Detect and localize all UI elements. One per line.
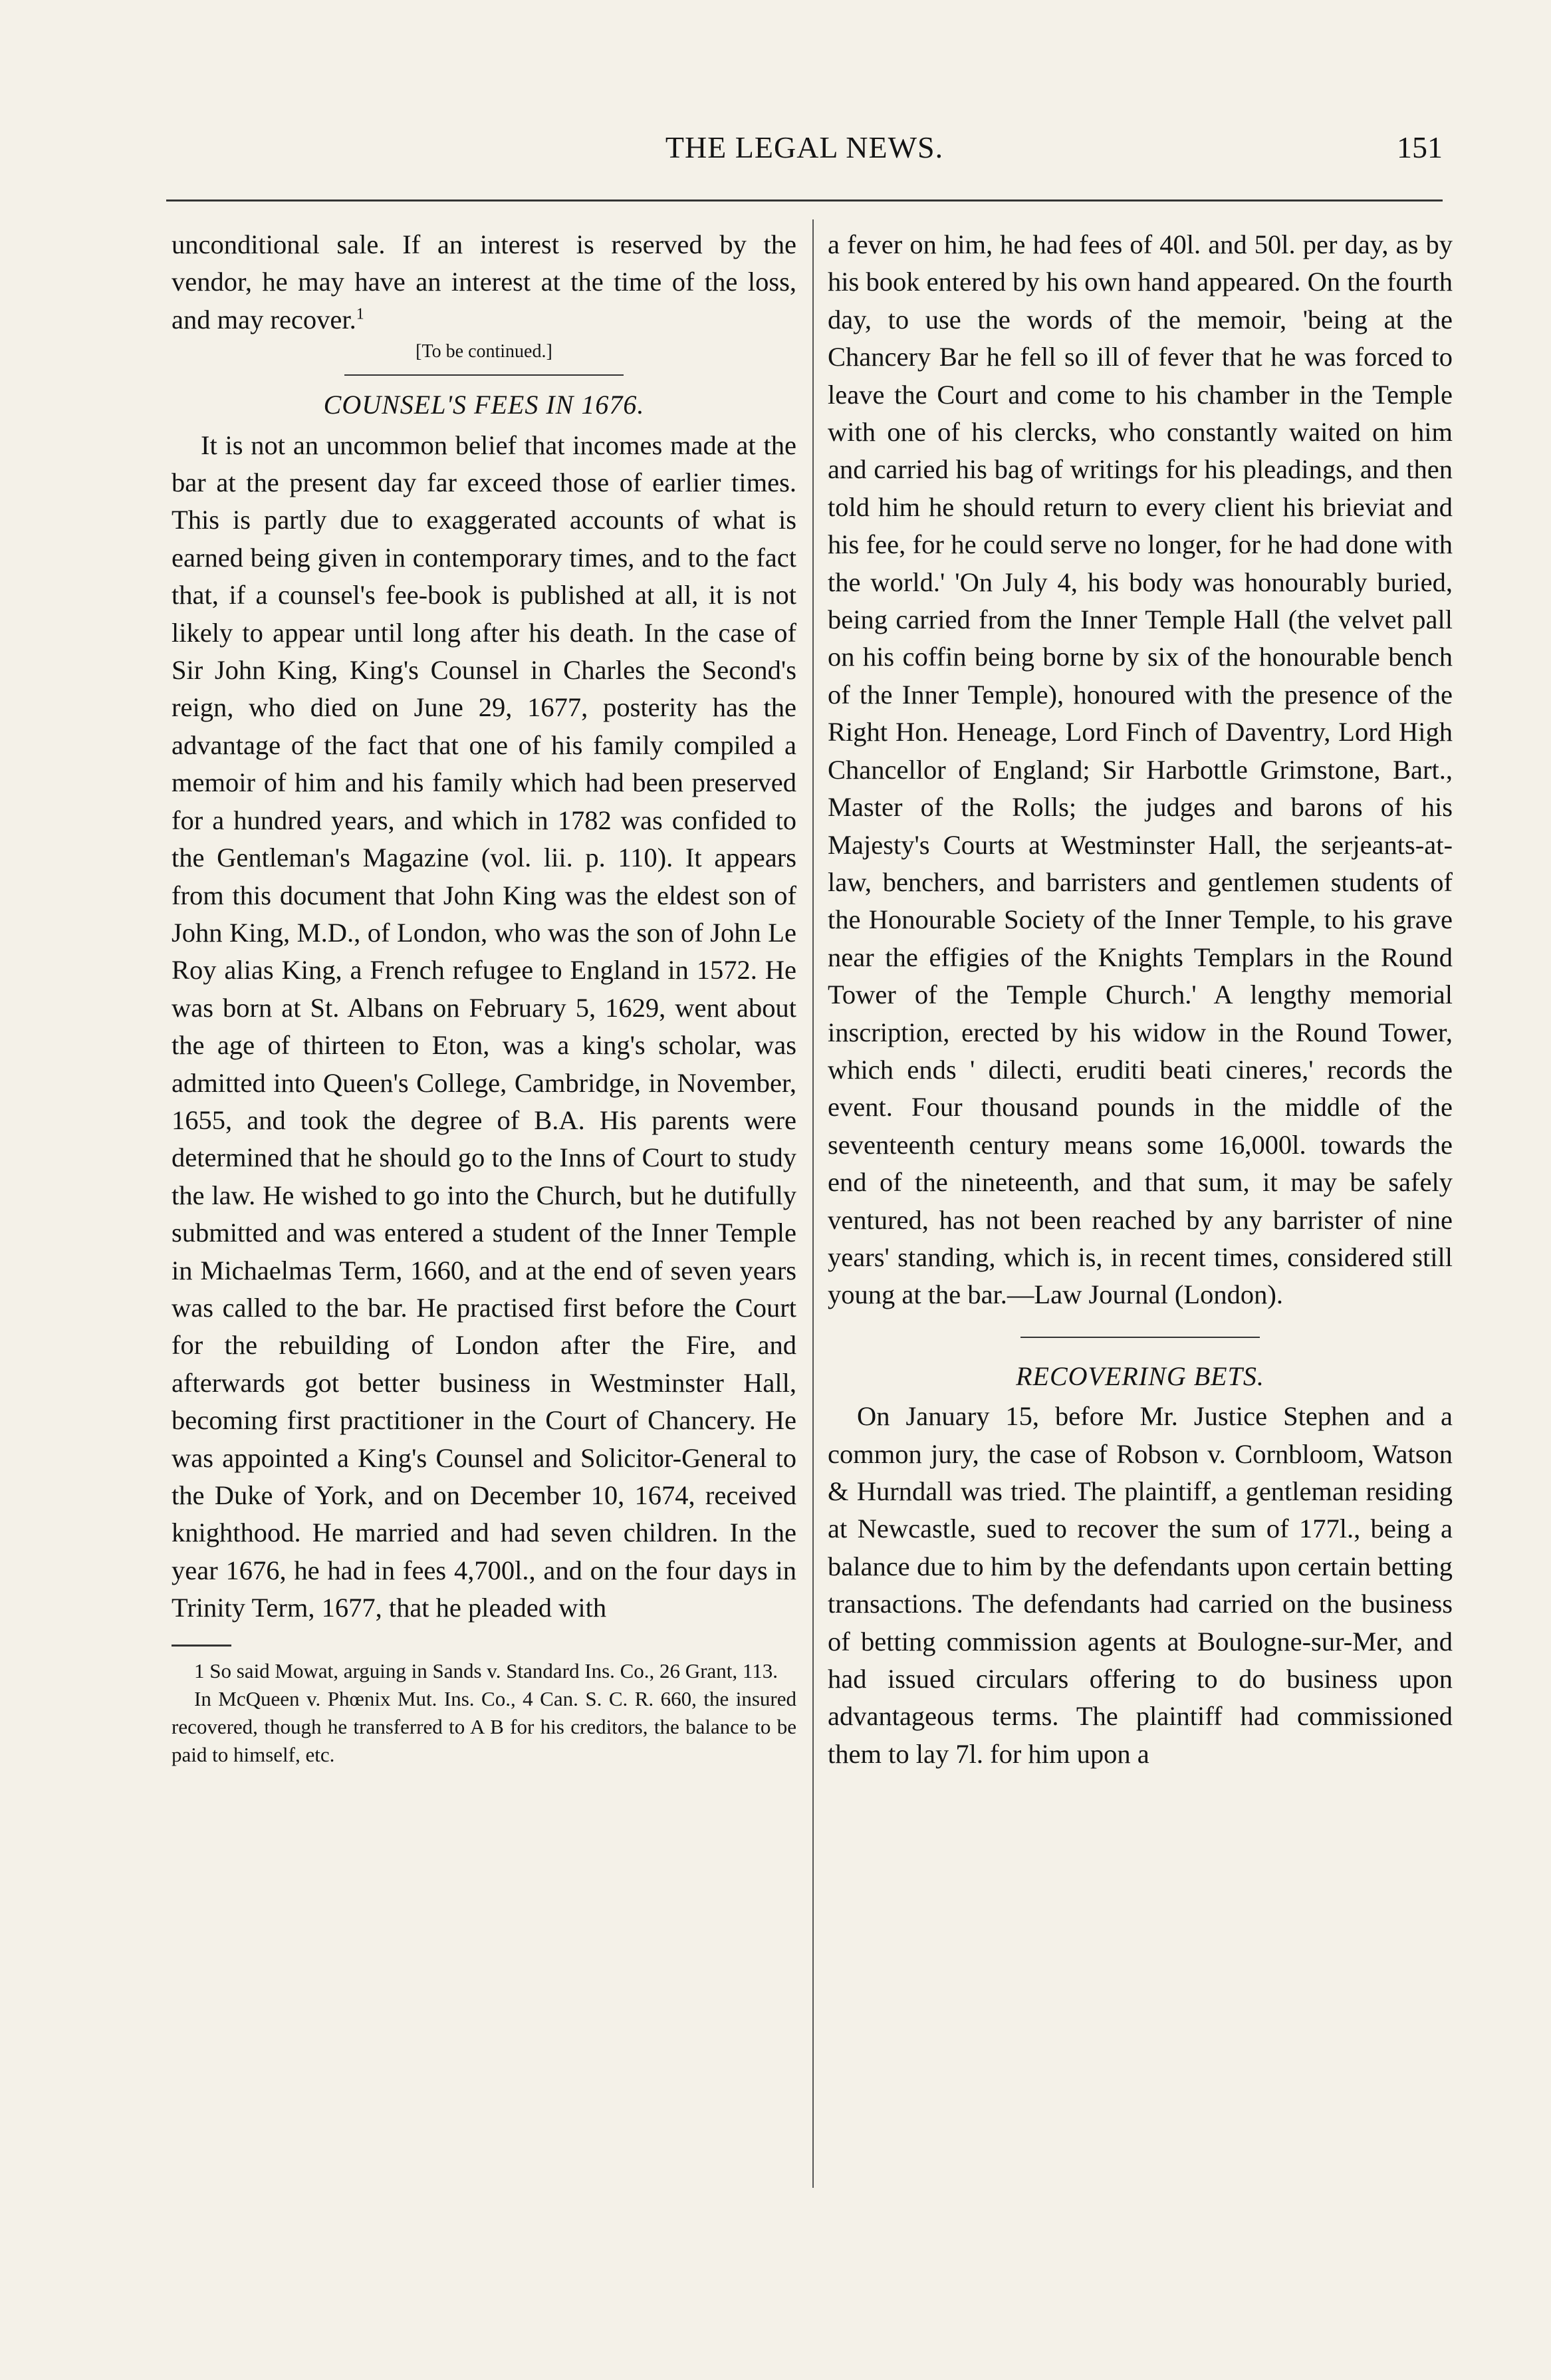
footnote-1: 1 So said Mowat, arguing in Sands v. Standard Ins. Co., 26 Grant, 113. [194, 1658, 778, 1682]
section-divider [344, 374, 624, 376]
footnotes [172, 1657, 796, 1769]
column-divider [812, 219, 814, 2188]
header-rule [166, 199, 1443, 201]
counsels-fees-para: It is not an uncommon belief that incomes made at the bar at the present day far exceed those of earlier times. This is partly due to exaggerated accounts of what is earned being given in contemporary times, and to the fact that, if a counsel's fee-book is published at all, it is not likely to appear until long after his death. In the case of Sir John King, King's Counsel in Charles the Second's reign, who died on June 29, 1677, posterity has the advantage of the fact that one of his family compiled a memoir of him and his family which had been preserved for a hundred years, and which in 1782 was confided to the Gentleman's Magazine (vol. lii. p. 110). It appears from this document that John King was the eldest son of John King, M.D., of London, who was the son of John Le Roy alias King, a French refugee to England in 1572. He was born at St. Albans on February 5, 1629, went about the age of thirteen to Eton, was a king's scholar, was admitted into Queen's College, Cambridge, in November, 1655, and took the degree of B.A. His parents were determined that he should go to the Inns of Court to study the law. He wished to go into the Church, but he dutifully submitted and was entered a student of the Inner Temple in Michaelmas Term, 1660, and at the end of seven years was called to the bar. He practised first before the Court for the rebuilding of London after the Fire, and afterwards got better business in Westminster Hall, becoming first practitioner in the Court of Chancery. He was appointed a King's Counsel and Solicitor-General to the Duke of York, and on December 10, 1674, received knighthood. He married and had seven children. In the year 1676, he had in fees 4,700l., and on the four days in Trinity Term, 1677, that he pleaded with [172, 430, 796, 1623]
footnote-rule [172, 1645, 231, 1647]
running-head: THE LEGAL NEWS. [665, 130, 944, 164]
left-column [172, 226, 796, 1769]
section-heading-counsels-fees: COUNSEL'S FEES IN 1676. [323, 390, 645, 420]
to-be-continued: [To be continued.] [416, 341, 552, 362]
page-header [166, 130, 1443, 176]
right-column [828, 226, 1453, 1773]
page-number: 151 [1397, 130, 1443, 164]
section-divider [1020, 1337, 1260, 1338]
recovering-bets-para: On January 15, before Mr. Justice Stephen and a common jury, the case of Robson v. Cornbloom, Watson & Hurndall was tried. The plaintiff, a gentleman residing at Newcastle, sued to recover the sum of 177l., being a balance due to him by the defendants upon certain betting transactions. The defendants had carried on the business of betting commission agents at Boulogne-sur-Mer, and had issued circulars offering to do business upon advantageous terms. The plaintiff had commissioned them to lay 7l. for him upon a [828, 1401, 1453, 1769]
right-para-continuation: a fever on him, he had fees of 40l. and 50l. per day, as by his book entered by his own hand appeared. On the fourth day, to use the words of the memoir, 'being at the Chancery Bar he fell so ill of fever that he was forced to leave the Court and come to his chamber in the Temple with one of his clercks, who constantly waited on him and carried his bag of writings for his pleadings, and then told him he should return to every client his brieviat and his fee, for he could serve no longer, for he had done with the world.' 'On July 4, his body was honourably buried, being carried from the Inner Temple Hall (the velvet pall on his coffin being borne by six of the honourable bench of the Inner Temple), honoured with the presence of the Right Hon. Heneage, Lord Finch of Daventry, Lord High Chancellor of England; Sir Harbottle Grimstone, Bart., Master of the Rolls; the judges and barons of his Majesty's Courts at Westminster Hall, the serjeants-at-law, benchers, and barristers and gentlemen students of the Honourable Society of the Inner Temple, to his grave near the effigies of the Knights Templars in the Round Tower of the Temple Church.' A lengthy memorial inscription, erected by his widow in the Round Tower, which ends ' dilecti, eruditi beati cineres,' records the event. Four thousand pounds in the middle of the seventeenth century means some 16,000l. towards the end of the nineteenth, and that sum, it may be safely ventured, has not been reached by any barrister of nine years' standing, which is, in recent times, considered still young at the bar.—Law Journal (London). [828, 229, 1453, 1310]
left-para-1-text: unconditional sale. If an interest is reserved by the vendor, he may have an interest at the time of the loss, and may recover. [172, 229, 796, 334]
footnote-ref: 1 [356, 305, 364, 323]
left-para-continuation [172, 226, 796, 338]
footnote-2: In McQueen v. Phœnix Mut. Ins. Co., 4 Can. S. C. R. 660, the insured recovered, though he transferred to A B for his creditors, the balance to be paid to himself, etc. [172, 1686, 796, 1766]
section-heading-recovering-bets: RECOVERING BETS. [1016, 1361, 1264, 1391]
